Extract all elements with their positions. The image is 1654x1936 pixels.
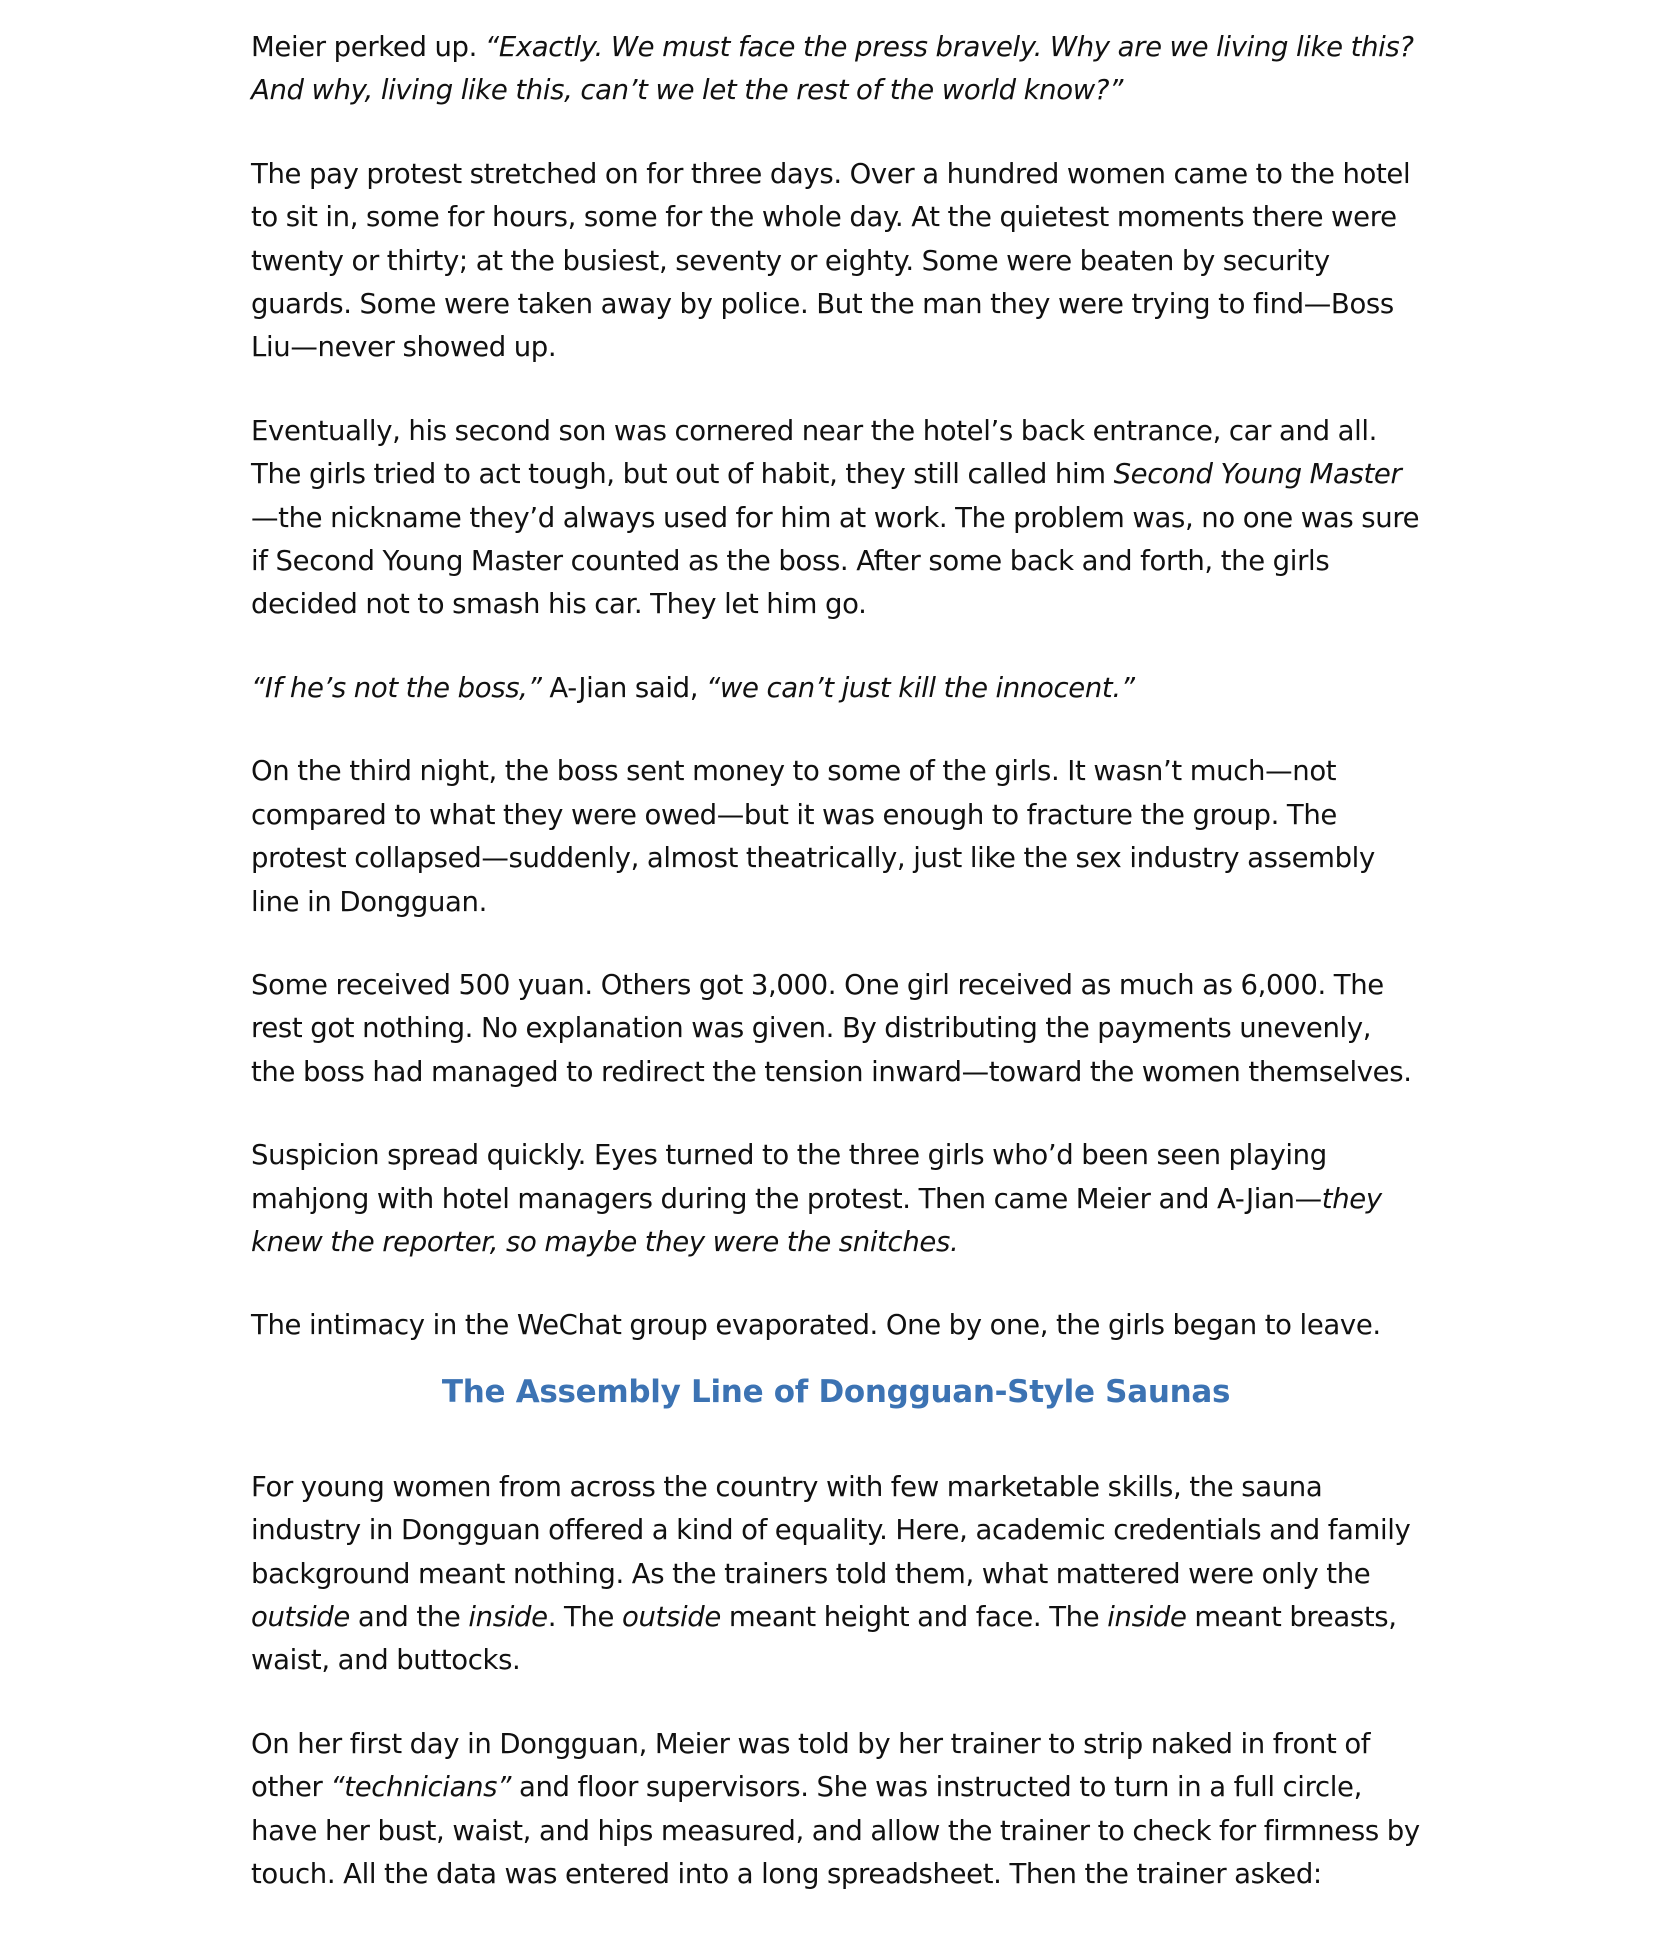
p1-text: Meier perked up. bbox=[251, 31, 485, 63]
p9-b: outside bbox=[251, 1600, 350, 1633]
p10-a: On her first day in Dongguan, Meier was told by her trainer to strip naked in front of other bbox=[251, 1727, 1371, 1804]
p9-a: For young women from across the country with few marketable skills, the sauna industry in Dongguan offered a kind of equality. Here, academic credentials and family background meant nothing. As the trainers told them, what mattered were only the bbox=[251, 1470, 1411, 1590]
paragraph-sauna-industry bbox=[251, 1466, 1421, 1683]
paragraph-payments: Some received 500 yuan. Others got 3,000. One girl received as much as 6,000. The rest got nothing. No explanation was given. By distributing the payments unevenly, the boss had managed to redirect the tension inward—toward the women themselves. bbox=[251, 968, 1412, 1088]
paragraph-first-day bbox=[251, 1723, 1421, 1897]
p4-quote-a: “If he’s not the boss,” bbox=[251, 671, 542, 704]
p10-c: and floor supervisors. She was instructed to turn in a full circle, have her bust, waist, and hips measured, and allow the trainer to check for firmness by touch. All the data was entered into a long spreadsheet. Then the trainer asked: bbox=[251, 1771, 1420, 1890]
p4-attribution: A-Jian said, bbox=[541, 671, 707, 704]
p3-text-a: Eventually, his second son was cornered near the hotel’s back entrance, car and all. The girls tried to act tough, but out of habit, they still called him bbox=[251, 414, 1378, 491]
p9-e: . The bbox=[547, 1600, 622, 1633]
paragraph-second-son bbox=[251, 410, 1421, 627]
paragraph-wechat-group: The intimacy in the WeChat group evaporated. One by one, the girls began to leave. bbox=[251, 1309, 1381, 1342]
p4-quote-b: “we can’t just kill the innocent.” bbox=[706, 671, 1135, 704]
paragraph-meier-perked-up bbox=[251, 26, 1421, 113]
paragraph-suspicion bbox=[251, 1134, 1421, 1264]
paragraph-pay-protest: The pay protest stretched on for three days. Over a hundred women came to the hotel to sit in, some for hours, some for the whole day. At the quietest moments there were twenty or thirty; at the busiest, seventy or eighty. Some were beaten by security guards. Some were taken away by police. But the man they were trying to find—Boss Liu—never showed up. bbox=[251, 157, 1411, 364]
p7-italic: they knew the reporter, so maybe they were the snitches. bbox=[251, 1182, 1382, 1258]
p1-quote: “Exactly. We must face the press bravely. Why are we living like this? And why, living like this, can’t we let the rest of the world know?” bbox=[251, 31, 1414, 107]
p3-text-c: —the nickname they’d always used for him at work. The problem was, no one was sure if Second Young Master counted as the boss. After some back and forth, the girls decided not to smash his car. They let him go. bbox=[251, 501, 1420, 621]
p9-g: meant height and face. The bbox=[720, 1600, 1108, 1633]
section-heading: The Assembly Line of Dongguan-Style Saunas bbox=[441, 1373, 1231, 1410]
article-body bbox=[251, 26, 1421, 1896]
p9-d: inside bbox=[468, 1600, 548, 1633]
p10-b: “technicians” bbox=[330, 1771, 512, 1804]
p3-nickname: Second Young Master bbox=[1113, 458, 1402, 491]
p9-f: outside bbox=[621, 1600, 721, 1633]
p9-c: and the bbox=[349, 1600, 469, 1633]
p7-text: Suspicion spread quickly. Eyes turned to the three girls who’d been seen playing mahjong with hotel managers during the protest. Then came Meier and A-Jian— bbox=[251, 1139, 1327, 1215]
p9-i: meant breasts, waist, and buttocks. bbox=[251, 1600, 1397, 1677]
paragraph-third-night: On the third night, the boss sent money to some of the girls. It wasn’t much—not compared to what they were owed—but it was enough to fracture the group. The protest collapsed—suddenly, almost theatrically, just like the sex industry assembly line in Dongguan. bbox=[251, 755, 1375, 918]
paragraph-ajian-quote bbox=[251, 667, 1421, 710]
p9-h: inside bbox=[1107, 1600, 1187, 1633]
